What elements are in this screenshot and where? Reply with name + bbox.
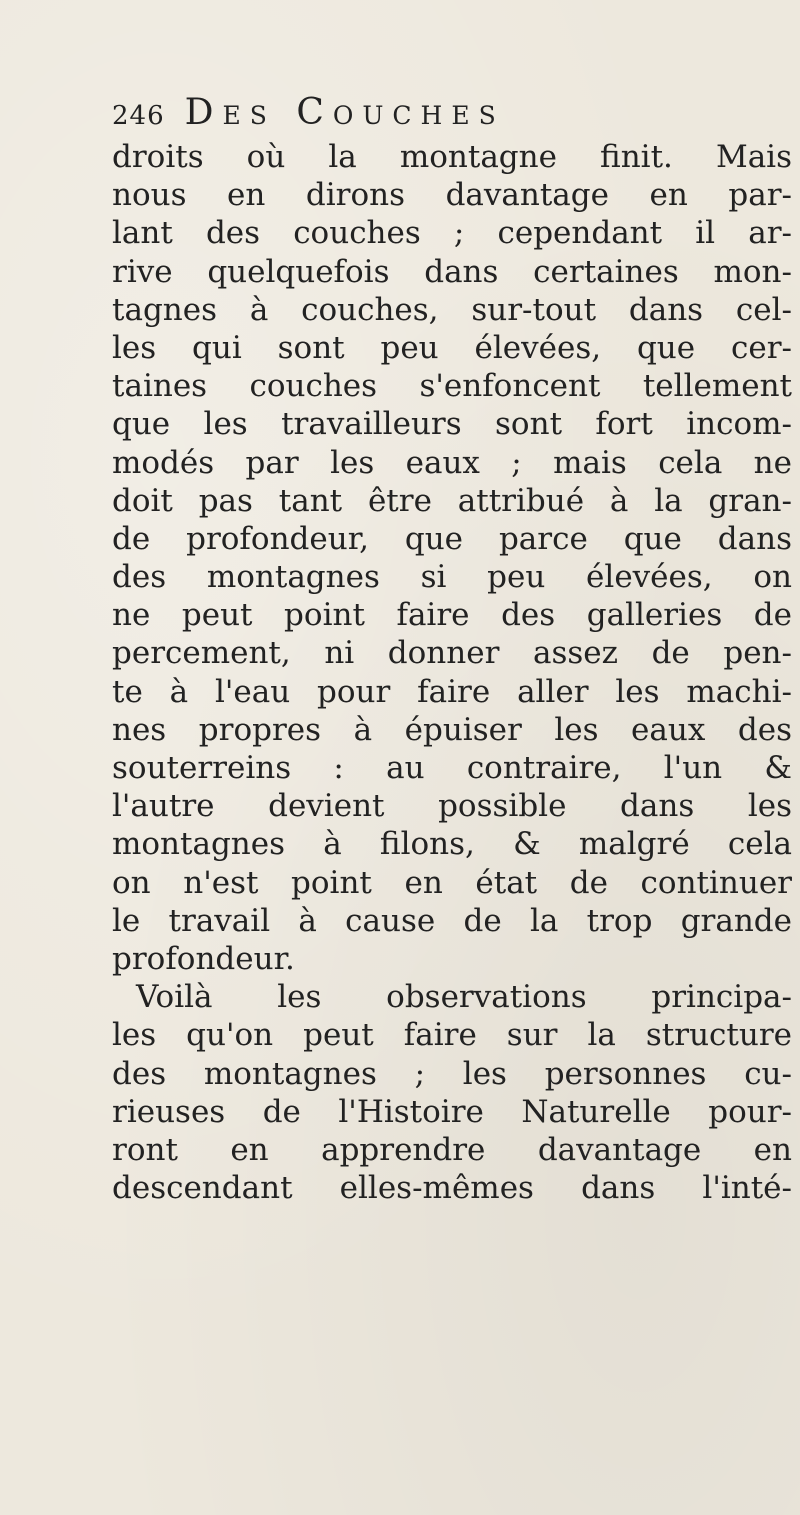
text-line: te à l'eau pour faire aller les machi- [112,673,792,710]
text-line: l'autre devient possible dans les [112,788,792,825]
text-line: profondeur. [112,940,295,977]
text-line: que les travailleurs sont fort incom- [112,406,792,443]
text-line: lant des couches ; cependant il ar- [112,215,792,252]
text-line: montagnes à filons, & malgré cela [112,826,792,863]
text-line: les qu'on peut faire sur la structure [112,1017,792,1054]
text-line: modés par les eaux ; mais cela ne [112,444,792,481]
text-line: percement, ni donner assez de pen- [112,635,792,672]
text-line: droits où la montagne finit. Mais [112,139,792,175]
text-line: descendant elles-mêmes dans l'inté- [112,1170,792,1207]
text-line: les qui sont peu élevées, que cer- [112,329,792,366]
page-header [112,92,505,136]
text-line: doit pas tant être attribué à la gran- [112,482,792,519]
text-line: nous en dirons davantage en par- [112,177,792,214]
text-line: nes propres à épuiser les eaux des [112,711,792,748]
text-line: rive quelquefois dans certaines mon- [112,253,792,290]
text-line: de profondeur, que parce que dans [112,520,792,557]
running-head: Des Couches [184,92,505,133]
text-line: des montagnes si peu élevées, on [112,559,792,596]
text-line: ront en apprendre davantage en [112,1131,792,1168]
text-line: taines couches s'enfoncent tellement [112,368,792,405]
text-line: des montagnes ; les personnes cu- [112,1055,792,1092]
text-line: Voilà les observations principa- [136,979,792,1016]
paragraph [112,138,792,978]
text-line: rieuses de l'Histoire Naturelle pour- [112,1093,792,1130]
text-line: souterreins : au contraire, l'un & [112,750,792,786]
text-line: on n'est point en état de continuer [112,864,792,901]
text-line: ne peut point faire des galleries de [112,597,792,634]
paragraph [112,978,792,1207]
text-line: tagnes à couches, sur-tout dans cel- [112,291,792,328]
body-text [112,138,792,1207]
text-line: le travail à cause de la trop grande [112,902,792,939]
page-number: 246 [112,101,165,131]
